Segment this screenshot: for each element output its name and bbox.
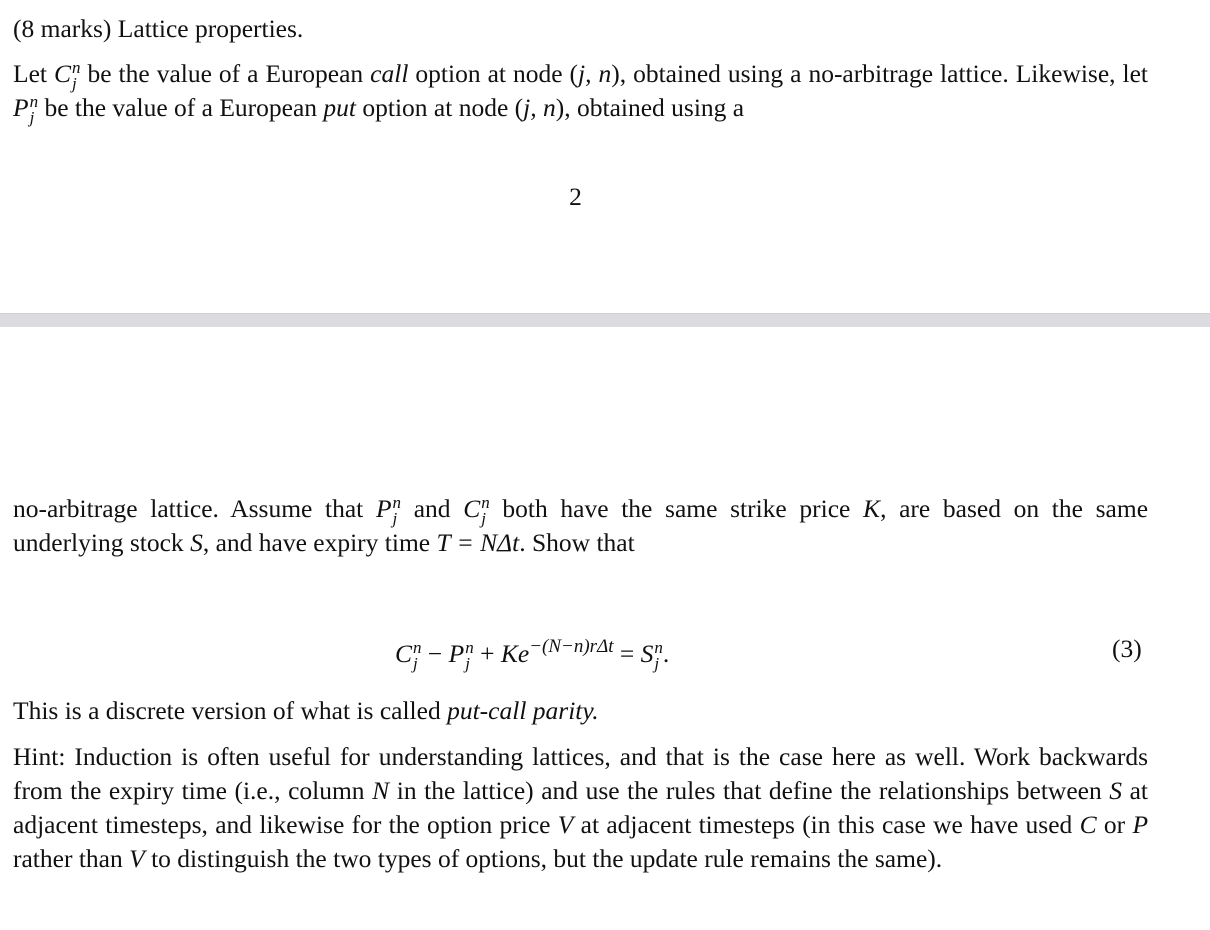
- hint-paragraph: Hint: Induction is often useful for understanding lattices, and that is the case here as well. Work backwards from the expiry time (i.e., column N in the lattice) and use the rules that define the relationships between S at adjacent timesteps, and likewise for the option price V at adjacent timesteps (in this case we have used C or P rather than V to distinguish the two types of options, but the update rule remains the same).: [13, 742, 1149, 873]
- stock-symbol: S: [190, 528, 203, 558]
- page-break-divider: [0, 313, 1210, 327]
- question-intro: [13, 57, 1149, 128]
- put-symbol-2: P n j: [375, 493, 402, 529]
- remark-paragraph: This is a discrete version of what is called put-call parity.: [13, 696, 599, 725]
- question-top: [13, 12, 1149, 211]
- put-symbol: P n j: [13, 92, 39, 128]
- put-call-parity-equation: [0, 630, 1210, 674]
- intro-text-2: be the value of a European: [87, 59, 364, 88]
- page-number: 2: [569, 182, 582, 211]
- question-continuation: [13, 492, 1148, 560]
- intro-text-1: Let: [13, 59, 47, 88]
- expiry-formula: T = NΔt: [436, 528, 520, 558]
- strike-symbol: K: [863, 494, 881, 523]
- intro-text-6: option at node (j, n), obtained using a: [362, 93, 745, 123]
- equation-body: C n j − P n j + $Ke^{-(N-n)r\Delta t} = S$ n j .: [395, 636, 670, 674]
- intro-text-5: be the value of a European: [44, 93, 318, 123]
- put-word: put: [323, 93, 357, 123]
- question-heading: (8 marks) Lattice properties.: [13, 14, 304, 43]
- call-symbol-2: C n j: [463, 493, 490, 529]
- put-call-parity-term: put-call parity.: [447, 696, 599, 725]
- call-symbol: C n j: [53, 58, 81, 94]
- continuation-text: no-arbitrage lattice. Assume that P n j and C n j both have the same strike price K, are based on the same underlying stock S, and have expiry time T = NΔt. Show that: [13, 493, 1149, 558]
- equation-number: (3): [1112, 634, 1142, 663]
- intro-text-3: option at node (j, n), obtained using a no-arbitrage lattice. Likewise, let: [415, 59, 1149, 88]
- call-word: call: [370, 59, 409, 88]
